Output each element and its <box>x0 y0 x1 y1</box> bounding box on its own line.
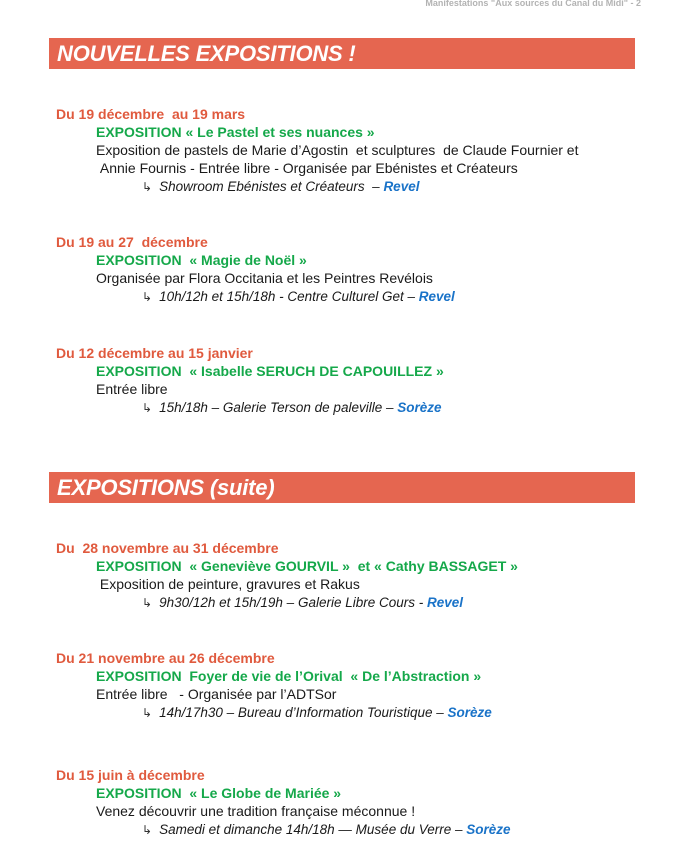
event-town: Revel <box>427 595 464 610</box>
event-description: Organisée par Flora Occitania et les Peintres Revélois <box>96 270 433 286</box>
section-banner-nouvelles <box>49 38 635 69</box>
event-location <box>142 287 656 307</box>
event-description: Entrée libre <box>96 381 168 397</box>
event-town: Sorèze <box>447 705 492 720</box>
event-town: Sorèze <box>466 822 511 837</box>
event-location <box>142 820 656 840</box>
event-location <box>142 177 656 197</box>
event-location-text: 9h30/12h et 15h/19h – Galerie Libre Cours - <box>159 595 424 610</box>
arrow-right-icon: ↳ <box>142 823 153 837</box>
event-item <box>56 766 656 840</box>
event-title: EXPOSITION « Magie de Noël » <box>96 252 307 268</box>
event-location <box>142 398 656 418</box>
event-item <box>56 539 656 613</box>
event-title: EXPOSITION Foyer de vie de l’Orival « De l’Abstraction » <box>96 668 482 684</box>
event-date: Du 12 décembre au 15 janvier <box>56 345 253 361</box>
section-title: NOUVELLES EXPOSITIONS ! <box>57 41 356 66</box>
event-town: Sorèze <box>397 400 442 415</box>
event-title: EXPOSITION « Geneviève GOURVIL » et « Cathy BASSAGET » <box>96 558 518 574</box>
event-date: Du 19 décembre au 19 mars <box>56 106 246 122</box>
event-town: Revel <box>418 289 455 304</box>
event-location <box>142 593 656 613</box>
page-header: Manifestations "Aux sources du Canal du Midi" - 2 <box>425 0 641 8</box>
event-location-text: 14h/17h30 – Bureau d’Information Touristique – <box>159 705 444 720</box>
event-description: Entrée libre - Organisée par l’ADTSor <box>96 686 337 702</box>
arrow-right-icon: ↳ <box>142 401 153 415</box>
event-title: EXPOSITION « Le Pastel et ses nuances » <box>96 124 375 140</box>
event-item <box>56 344 656 418</box>
event-description: Venez découvrir une tradition française méconnue ! <box>96 803 416 819</box>
event-location-text: 15h/18h – Galerie Terson de paleville – <box>159 400 394 415</box>
event-title: EXPOSITION « Isabelle SERUCH DE CAPOUILLEZ » <box>96 363 444 379</box>
event-item <box>56 233 656 307</box>
event-town: Revel <box>383 179 420 194</box>
arrow-right-icon: ↳ <box>142 180 153 194</box>
section-banner-suite <box>49 472 635 503</box>
event-date: Du 15 juin à décembre <box>56 767 205 783</box>
event-title: EXPOSITION « Le Globe de Mariée » <box>96 785 342 801</box>
event-location <box>142 703 656 723</box>
event-location-text: Samedi et dimanche 14h/18h — Musée du Verre – <box>159 822 463 837</box>
arrow-right-icon: ↳ <box>142 706 153 720</box>
event-location-text: 10h/12h et 15h/18h - Centre Culturel Get – <box>159 289 415 304</box>
arrow-right-icon: ↳ <box>142 290 153 304</box>
event-description: Exposition de pastels de Marie d’Agostin et sculptures de Claude Fournier et Annie Fournis - Entrée libre - Organisée par Ebénistes et Créateurs <box>96 142 579 176</box>
section-title: EXPOSITIONS (suite) <box>57 475 275 500</box>
event-date: Du 19 au 27 décembre <box>56 234 208 250</box>
event-date: Du 21 novembre au 26 décembre <box>56 650 275 666</box>
event-item <box>56 105 656 197</box>
arrow-right-icon: ↳ <box>142 596 153 610</box>
event-date: Du 28 novembre au 31 décembre <box>56 540 279 556</box>
event-location-text: Showroom Ebénistes et Créateurs – <box>159 179 380 194</box>
event-item <box>56 649 656 723</box>
event-description: Exposition de peinture, gravures et Rakus <box>96 576 360 592</box>
